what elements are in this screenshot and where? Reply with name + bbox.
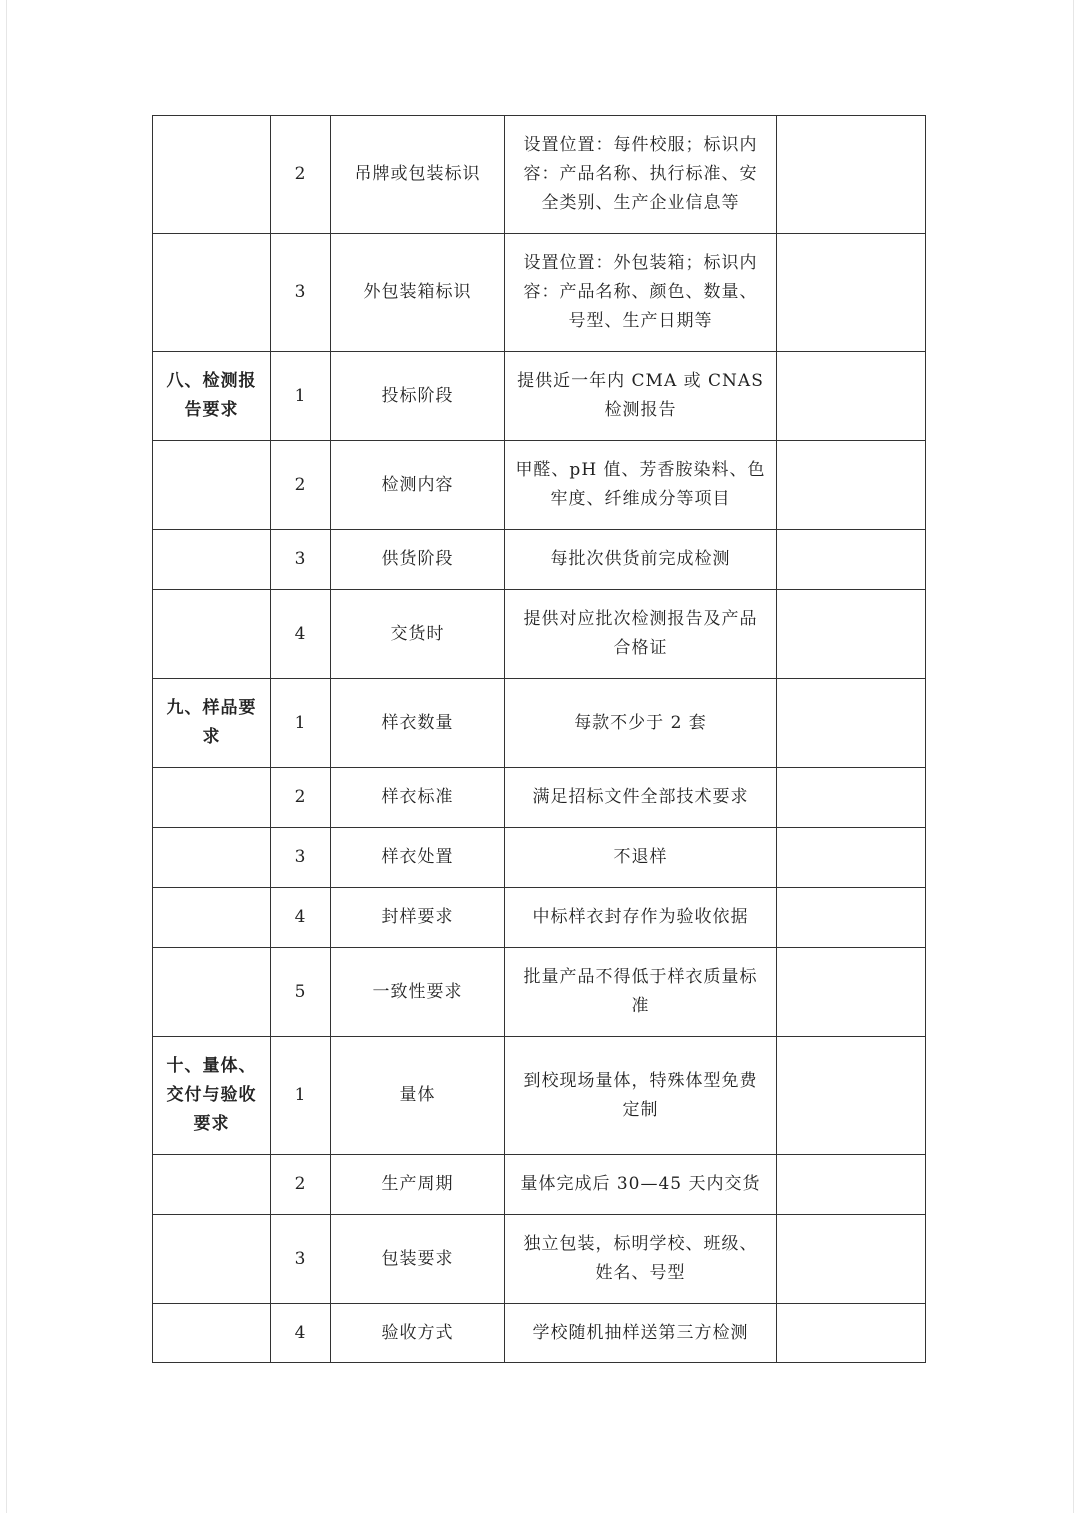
item-cell: 样衣处置: [331, 828, 505, 888]
requirement-cell: 每款不少于 2 套: [505, 679, 777, 768]
index-cell: 3: [271, 234, 331, 352]
note-cell: [777, 352, 926, 441]
table-row: [153, 1037, 926, 1155]
requirement-cell: 到校现场量体，特殊体型免费定制: [505, 1037, 777, 1155]
table-row: [153, 948, 926, 1037]
note-cell: [777, 948, 926, 1037]
item-cell: 生产周期: [331, 1155, 505, 1215]
index-cell: 3: [271, 828, 331, 888]
requirement-cell: 中标样衣封存作为验收依据: [505, 888, 777, 948]
category-cell: [153, 828, 271, 888]
table-row: [153, 352, 926, 441]
item-cell: 包装要求: [331, 1215, 505, 1304]
category-cell: [153, 1304, 271, 1363]
note-cell: [777, 1304, 926, 1363]
note-cell: [777, 530, 926, 590]
category-cell: 十、量体、交付与验收要求: [153, 1037, 271, 1155]
category-cell: [153, 590, 271, 679]
index-cell: 2: [271, 441, 331, 530]
requirement-cell: 学校随机抽样送第三方检测: [505, 1304, 777, 1363]
requirement-cell: 批量产品不得低于样衣质量标准: [505, 948, 777, 1037]
note-cell: [777, 1037, 926, 1155]
requirement-cell: 独立包装，标明学校、班级、姓名、号型: [505, 1215, 777, 1304]
index-cell: 3: [271, 530, 331, 590]
category-cell: [153, 1155, 271, 1215]
table-row: [153, 1304, 926, 1363]
category-cell: [153, 768, 271, 828]
category-cell: [153, 1215, 271, 1304]
requirement-cell: 甲醛、pH 值、芳香胺染料、色牢度、纤维成分等项目: [505, 441, 777, 530]
item-cell: 量体: [331, 1037, 505, 1155]
note-cell: [777, 679, 926, 768]
index-cell: 4: [271, 590, 331, 679]
index-cell: 4: [271, 888, 331, 948]
table-row: [153, 828, 926, 888]
spec-table: [152, 115, 926, 1363]
table-row: [153, 234, 926, 352]
table-row: [153, 1155, 926, 1215]
table-row: [153, 590, 926, 679]
note-cell: [777, 234, 926, 352]
note-cell: [777, 768, 926, 828]
table-row: [153, 116, 926, 234]
note-cell: [777, 441, 926, 530]
item-cell: 吊牌或包装标识: [331, 116, 505, 234]
note-cell: [777, 828, 926, 888]
note-cell: [777, 1155, 926, 1215]
category-cell: [153, 948, 271, 1037]
item-cell: 外包装箱标识: [331, 234, 505, 352]
requirement-cell: 不退样: [505, 828, 777, 888]
table-row: [153, 679, 926, 768]
category-cell: [153, 888, 271, 948]
category-cell: [153, 441, 271, 530]
category-cell: 八、检测报告要求: [153, 352, 271, 441]
item-cell: 一致性要求: [331, 948, 505, 1037]
note-cell: [777, 116, 926, 234]
index-cell: 1: [271, 1037, 331, 1155]
note-cell: [777, 888, 926, 948]
index-cell: 4: [271, 1304, 331, 1363]
index-cell: 5: [271, 948, 331, 1037]
index-cell: 1: [271, 352, 331, 441]
index-cell: 2: [271, 116, 331, 234]
item-cell: 交货时: [331, 590, 505, 679]
requirement-cell: 量体完成后 30—45 天内交货: [505, 1155, 777, 1215]
index-cell: 1: [271, 679, 331, 768]
item-cell: 检测内容: [331, 441, 505, 530]
table-row: [153, 441, 926, 530]
category-cell: [153, 116, 271, 234]
item-cell: 封样要求: [331, 888, 505, 948]
item-cell: 样衣数量: [331, 679, 505, 768]
category-cell: [153, 530, 271, 590]
requirement-cell: 设置位置：外包装箱；标识内容：产品名称、颜色、数量、号型、生产日期等: [505, 234, 777, 352]
index-cell: 3: [271, 1215, 331, 1304]
requirement-cell: 每批次供货前完成检测: [505, 530, 777, 590]
requirement-cell: 满足招标文件全部技术要求: [505, 768, 777, 828]
table-row: [153, 888, 926, 948]
note-cell: [777, 1215, 926, 1304]
item-cell: 样衣标准: [331, 768, 505, 828]
item-cell: 供货阶段: [331, 530, 505, 590]
item-cell: 投标阶段: [331, 352, 505, 441]
requirement-cell: 提供近一年内 CMA 或 CNAS 检测报告: [505, 352, 777, 441]
category-cell: 九、样品要求: [153, 679, 271, 768]
table-row: [153, 530, 926, 590]
table-row: [153, 1215, 926, 1304]
table-row: [153, 768, 926, 828]
requirement-cell: 设置位置：每件校服；标识内容：产品名称、执行标准、安全类别、生产企业信息等: [505, 116, 777, 234]
category-cell: [153, 234, 271, 352]
item-cell: 验收方式: [331, 1304, 505, 1363]
index-cell: 2: [271, 1155, 331, 1215]
requirement-cell: 提供对应批次检测报告及产品合格证: [505, 590, 777, 679]
index-cell: 2: [271, 768, 331, 828]
note-cell: [777, 590, 926, 679]
